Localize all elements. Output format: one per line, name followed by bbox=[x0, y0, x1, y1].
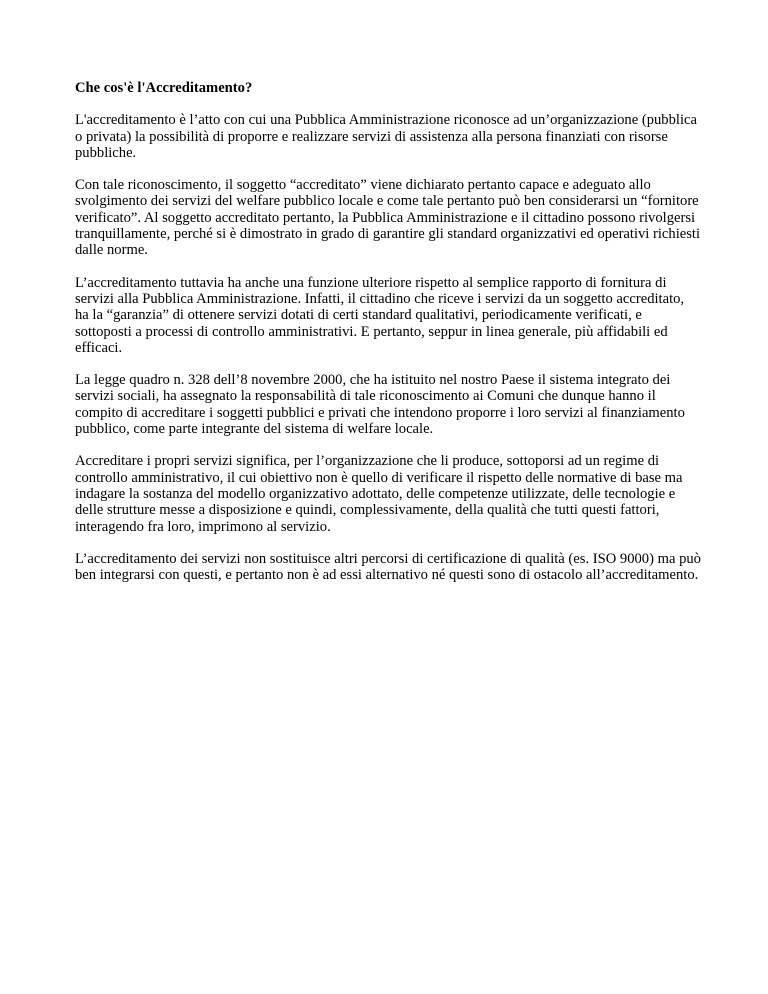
document-page bbox=[75, 80, 701, 599]
paragraph-law-328: La legge quadro n. 328 dell’8 novembre 2000, che ha istituito nel nostro Paese il sistema integrato dei servizi sociali, ha assegnato la responsabilità di tale riconoscimento ai Comuni che dunque hanno il compito di accreditare i soggetti pubblici e privati che intendono proporre i loro servizi al finanziamento pubblico, come parte integrante del sistema di welfare locale. bbox=[75, 372, 685, 438]
document-title: Che cos'è l'Accreditamento? bbox=[75, 80, 253, 96]
paragraph-accrediting-services: Accreditare i propri servizi significa, per l’organizzazione che li produce, sottoporsi ad un regime di controllo amministrativo, il cui obiettivo non è quello di verificare il rispetto delle normative di base ma indagare la sostanza del modello organizzativo adottato, delle competenze utilizzate, delle tecnologie e delle strutture messe a disposizione e quindi, complessivamente, della qualità che tutti questi fattori, interagendo fra loro, imprimono al servizio. bbox=[75, 453, 683, 535]
paragraph-function: L’accreditamento tuttavia ha anche una funzione ulteriore rispetto al semplice rapporto di fornitura di servizi alla Pubblica Amministrazione. Infatti, il cittadino che riceve i servizi da un soggetto accreditato, ha la “garanzia” di ottenere servizi dotati di certi standard qualitativi, periodicamente verificati, e sottoposti a processi di controllo amministrativi. E pertanto, seppur in linea generale, più affidabili ed efficaci. bbox=[75, 274, 685, 356]
paragraph-recognition: Con tale riconoscimento, il soggetto “accreditato” viene dichiarato pertanto capace e adeguato allo svolgimento dei servizi del welfare pubblico locale e come tale pertanto può ben considerarsi un “fornitore verificato”. Al soggetto accreditato pertanto, la Pubblica Amministrazione e il cittadino possono rivolgersi tranquillamente, perché si è dimostrato in grado di garantire gli standard organizzativi ed operativi richiesti dalle norme. bbox=[75, 177, 701, 259]
paragraph-certification: L’accreditamento dei servizi non sostituisce altri percorsi di certificazione di qualità (es. ISO 9000) ma può ben integrarsi con questi, e pertanto non è ad essi alternativo né questi sono di ostacolo all’accreditamento. bbox=[75, 550, 701, 584]
paragraph-definition: L'accreditamento è l’atto con cui una Pubblica Amministrazione riconosce ad un’organizzazione (pubblica o privata) la possibilità di proporre e realizzare servizi di assistenza alla persona finanziati con risorse pubbliche. bbox=[75, 112, 697, 161]
